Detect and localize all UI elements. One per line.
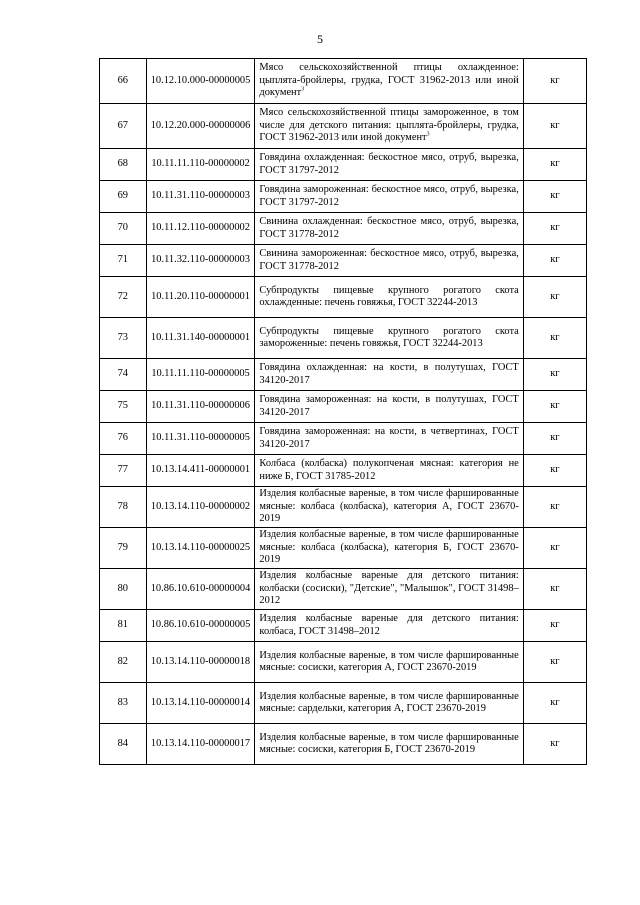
product-code: 10.13.14.110-00000017 — [146, 724, 255, 765]
unit-of-measure: кг — [523, 528, 586, 569]
product-description-text: Изделия колбасные вареные, в том числе фаршированные мясные: колбаса (колбаска), категория А, ГОСТ 23670-2019 — [259, 488, 519, 525]
row-number: 75 — [100, 391, 147, 423]
product-description-text: Колбаса (колбаска) полукопченая мясная: категория не ниже Б, ГОСТ 31785-2012 — [259, 458, 519, 482]
unit-of-measure: кг — [523, 104, 586, 149]
row-number: 68 — [100, 149, 147, 181]
product-code: 10.86.10.610-00000005 — [146, 610, 255, 642]
product-description-text: Субпродукты пищевые крупного рогатого скота охлажденные: печень говяжья, ГОСТ 32244-2013 — [259, 284, 519, 308]
product-description — [255, 683, 523, 724]
product-description-text: Изделия колбасные вареные для детского питания: колбаски (сосиски), "Детские", "Малышок", ГОСТ 31498–2012 — [259, 570, 519, 607]
product-description — [255, 245, 523, 277]
table-row — [100, 59, 587, 104]
row-number: 71 — [100, 245, 147, 277]
product-code: 10.11.31.140-00000001 — [146, 318, 255, 359]
table-row — [100, 245, 587, 277]
product-description-text: Говядина замороженная: на кости, в полутушах, ГОСТ 34120-2017 — [259, 394, 519, 418]
unit-of-measure: кг — [523, 181, 586, 213]
unit-of-measure: кг — [523, 683, 586, 724]
product-description-text: Говядина замороженная: бескостное мясо, отруб, вырезка, ГОСТ 31797-2012 — [259, 184, 519, 208]
unit-of-measure: кг — [523, 359, 586, 391]
row-number: 79 — [100, 528, 147, 569]
table-row — [100, 181, 587, 213]
product-description-text: Субпродукты пищевые крупного рогатого скота замороженные: печень говяжья, ГОСТ 32244-2013 — [259, 325, 519, 349]
product-description-text: Изделия колбасные вареные, в том числе фаршированные мясные: колбаса (колбаска), категория Б, ГОСТ 23670-2019 — [259, 529, 519, 566]
unit-of-measure: кг — [523, 724, 586, 765]
table-row — [100, 487, 587, 528]
table-row — [100, 423, 587, 455]
table-row — [100, 642, 587, 683]
unit-of-measure: кг — [523, 455, 586, 487]
unit-of-measure: кг — [523, 610, 586, 642]
product-description — [255, 359, 523, 391]
product-description-text: Говядина замороженная: на кости, в четвертинах, ГОСТ 34120-2017 — [259, 426, 519, 450]
table-row — [100, 455, 587, 487]
product-description-text: Говядина охлажденная: бескостное мясо, отруб, вырезка, ГОСТ 31797-2012 — [259, 152, 519, 176]
goods-table — [99, 58, 587, 765]
product-description — [255, 277, 523, 318]
table-row — [100, 610, 587, 642]
unit-of-measure: кг — [523, 213, 586, 245]
unit-of-measure: кг — [523, 245, 586, 277]
unit-of-measure: кг — [523, 318, 586, 359]
footnote-mark: 3 — [426, 131, 430, 138]
product-description — [255, 104, 523, 149]
table-row — [100, 724, 587, 765]
row-number: 82 — [100, 642, 147, 683]
product-description — [255, 642, 523, 683]
table-row — [100, 277, 587, 318]
row-number: 81 — [100, 610, 147, 642]
product-description-text: Свинина замороженная: бескостное мясо, отруб, вырезка, ГОСТ 31778-2012 — [259, 248, 519, 272]
product-description — [255, 59, 523, 104]
product-description — [255, 423, 523, 455]
product-description-text: Изделия колбасные вареные для детского питания: колбаса, ГОСТ 31498–2012 — [259, 613, 519, 637]
product-code: 10.13.14.110-00000025 — [146, 528, 255, 569]
product-description-text: Говядина охлажденная: на кости, в полутушах, ГОСТ 34120-2017 — [259, 362, 519, 386]
row-number: 78 — [100, 487, 147, 528]
product-code: 10.11.11.110-00000005 — [146, 359, 255, 391]
product-description — [255, 181, 523, 213]
row-number: 84 — [100, 724, 147, 765]
product-code: 10.11.11.110-00000002 — [146, 149, 255, 181]
table-row — [100, 318, 587, 359]
unit-of-measure: кг — [523, 149, 586, 181]
product-description — [255, 724, 523, 765]
product-description — [255, 455, 523, 487]
row-number: 70 — [100, 213, 147, 245]
product-description — [255, 149, 523, 181]
product-description-text: Изделия колбасные вареные, в том числе фаршированные мясные: сосиски, категория А, ГОСТ 23670-2019 — [259, 649, 519, 673]
product-description — [255, 213, 523, 245]
table-row — [100, 213, 587, 245]
unit-of-measure: кг — [523, 569, 586, 610]
row-number: 72 — [100, 277, 147, 318]
product-code: 10.11.32.110-00000003 — [146, 245, 255, 277]
product-description — [255, 528, 523, 569]
product-code: 10.13.14.110-00000018 — [146, 642, 255, 683]
product-description — [255, 318, 523, 359]
row-number: 69 — [100, 181, 147, 213]
product-code: 10.12.20.000-00000006 — [146, 104, 255, 149]
row-number: 80 — [100, 569, 147, 610]
unit-of-measure: кг — [523, 487, 586, 528]
product-code: 10.13.14.110-00000002 — [146, 487, 255, 528]
product-description-text: Свинина охлажденная: бескостное мясо, отруб, вырезка, ГОСТ 31778-2012 — [259, 216, 519, 240]
table-row — [100, 683, 587, 724]
table-row — [100, 391, 587, 423]
product-code: 10.11.31.110-00000003 — [146, 181, 255, 213]
row-number: 66 — [100, 59, 147, 104]
unit-of-measure: кг — [523, 277, 586, 318]
product-code: 10.86.10.610-00000004 — [146, 569, 255, 610]
row-number: 83 — [100, 683, 147, 724]
product-description-text: Изделия колбасные вареные, в том числе фаршированные мясные: сосиски, категория Б, ГОСТ 23670-2019 — [259, 731, 519, 755]
row-number: 74 — [100, 359, 147, 391]
product-description — [255, 487, 523, 528]
table-row — [100, 149, 587, 181]
unit-of-measure: кг — [523, 59, 586, 104]
unit-of-measure: кг — [523, 391, 586, 423]
product-code: 10.13.14.110-00000014 — [146, 683, 255, 724]
product-description — [255, 391, 523, 423]
table-row — [100, 569, 587, 610]
table-row — [100, 104, 587, 149]
product-description — [255, 569, 523, 610]
product-description-text: Мясо сельскохозяйственной птицы замороженное, в том числе для детского питания: цыплята-бройлеры, грудка, ГОСТ 31962-2013 или иной документ — [259, 107, 519, 144]
row-number: 76 — [100, 423, 147, 455]
unit-of-measure: кг — [523, 423, 586, 455]
product-description — [255, 610, 523, 642]
product-code: 10.11.31.110-00000006 — [146, 391, 255, 423]
product-description-text: Мясо сельскохозяйственной птицы охлажденное: цыплята-бройлеры, грудка, ГОСТ 31962-2013 или иной документ — [259, 62, 519, 99]
product-code: 10.11.20.110-00000001 — [146, 277, 255, 318]
table-row — [100, 528, 587, 569]
unit-of-measure: кг — [523, 642, 586, 683]
row-number: 67 — [100, 104, 147, 149]
goods-table-body — [100, 59, 587, 765]
table-row — [100, 359, 587, 391]
page-number: 5 — [317, 32, 323, 46]
product-code: 10.11.12.110-00000002 — [146, 213, 255, 245]
product-code: 10.11.31.110-00000005 — [146, 423, 255, 455]
row-number: 73 — [100, 318, 147, 359]
product-code: 10.12.10.000-00000005 — [146, 59, 255, 104]
product-description-text: Изделия колбасные вареные, в том числе фаршированные мясные: сардельки, категория А, ГОСТ 23670-2019 — [259, 690, 519, 714]
footnote-mark: 3 — [301, 86, 305, 93]
row-number: 77 — [100, 455, 147, 487]
product-code: 10.13.14.411-00000001 — [146, 455, 255, 487]
